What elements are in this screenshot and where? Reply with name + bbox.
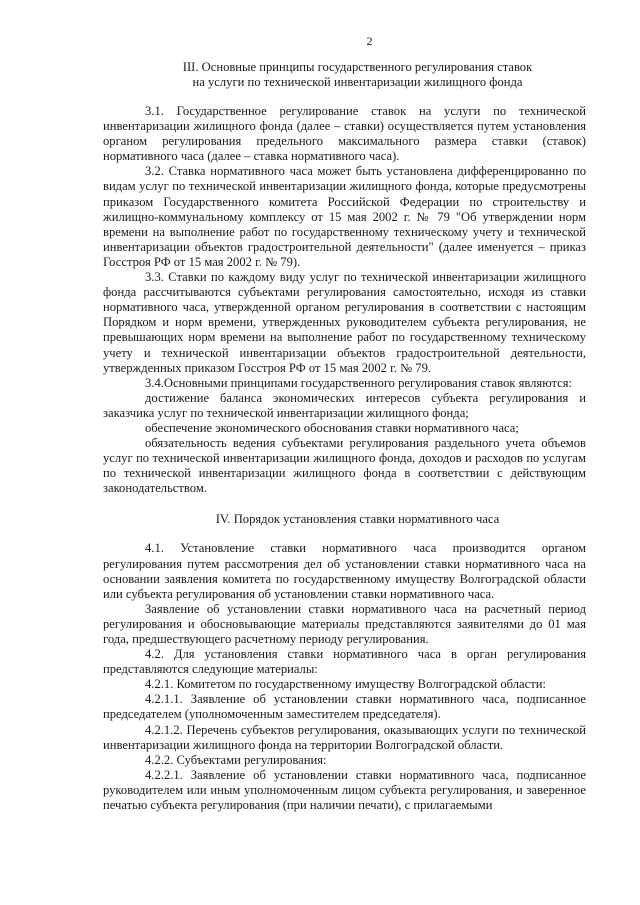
paragraph-4-2-1-2: 4.2.1.2. Перечень субъектов регулирования, оказывающих услуги по технической инвентаризации жилищного фонда на территории Волгоградской области.: [103, 722, 586, 752]
paragraph-3-3: 3.3. Ставки по каждому виду услуг по технической инвентаризации жилищного фонда рассчитываются субъектами регулирования самостоятельно, исходя из ставки нормативного часа, утвержденной органом регулирования в соответствии с настоящим Порядком и норм времени, утвержденных руководителем субъекта регулирования, не превышающих норм времени на выполнение работ по государственному техническому учету и технической инвентаризации объектов градостроительной деятельности, утвержденных приказом Госстроя РФ от 15 мая 2002 г. № 79.: [103, 270, 586, 375]
section-3-title-line-1: III. Основные принципы государственного регулирования ставок: [182, 60, 533, 74]
paragraph-4-2-1-1: 4.2.1.1. Заявление об установлении ставки нормативного часа, подписанное председателем (уполномоченным заместителем председателя).: [103, 692, 586, 722]
paragraph-4-2: 4.2. Для установления ставки нормативного часа в орган регулирования представляются следующие материалы:: [103, 647, 586, 677]
paragraph-3-2: 3.2. Ставка нормативного часа может быть установлена дифференцированно по видам услуг по технической инвентаризации жилищного фонда, которые предусмотрены приказом Государственного комитета Российской Федерации по строительству и жилищно-коммунальному комплексу от 15 мая 2002 г. № 79 "Об утверждении норм времени на выполнение работ по государственному техническому учету и технической инвентаризации объектов градостроительной деятельности" (далее именуется – приказ Госстроя РФ от 15 мая 2002 г. № 79).: [103, 164, 586, 269]
section-4-body: [103, 541, 586, 813]
section-3-heading: [103, 60, 586, 90]
section-3-title-line-2: на услуги по технической инвентаризации жилищного фонда: [192, 75, 523, 89]
section-3-body: [103, 104, 586, 496]
principle-accounting: обязательность ведения субъектами регулирования раздельного учета объемов услуг по технической инвентаризации жилищного фонда, доходов и расходов по услугам по технической инвентаризации жилищного фонда в соответствии с действующим законодательством.: [103, 436, 586, 496]
paragraph-4-2-1: 4.2.1. Комитетом по государственному имуществу Волгоградской области:: [145, 677, 546, 692]
paragraph-4-1: 4.1. Установление ставки нормативного часа производится органом регулирования путем рассмотрения дел об установлении ставки нормативного часа на основании заявления комитета по государственному имуществу Волгоградской области или субъекта регулирования об установлении ставки нормативного часа.: [103, 541, 586, 601]
paragraph-4-2-2: 4.2.2. Субъектами регулирования:: [145, 752, 327, 767]
principle-justification: обеспечение экономического обоснования ставки нормативного часа;: [145, 420, 519, 435]
principle-balance: достижение баланса экономических интересов субъекта регулирования и заказчика услуг по технической инвентаризации жилищного фонда;: [103, 390, 586, 420]
section-4-heading: [103, 512, 586, 527]
page-number: 2: [366, 34, 373, 48]
paragraph-4-2-2-1: 4.2.2.1. Заявление об установлении ставки нормативного часа, подписанное руководителем или иным уполномоченным лицом субъекта регулирования, и заверенное печатью субъекта регулирования (при наличии печати), с прилагаемыми: [103, 767, 586, 813]
paragraph-3-4: 3.4.Основными принципами государственного регулирования ставок являются:: [145, 375, 573, 390]
section-4-title: IV. Порядок установления ставки нормативного часа: [215, 512, 500, 527]
paragraph-4-1-deadline: Заявление об установлении ставки нормативного часа на расчетный период регулирования и обосновывающие материалы представляются заявителями до 01 мая года, предшествующего расчетному периоду регулирования.: [103, 601, 586, 646]
paragraph-3-1: 3.1. Государственное регулирование ставок на услуги по технической инвентаризации жилищного фонда (далее – ставки) осуществляется путем установления органом регулирования предельного максимального размера ставки (ставок) нормативного часа (далее – ставка нормативного часа).: [103, 104, 586, 164]
